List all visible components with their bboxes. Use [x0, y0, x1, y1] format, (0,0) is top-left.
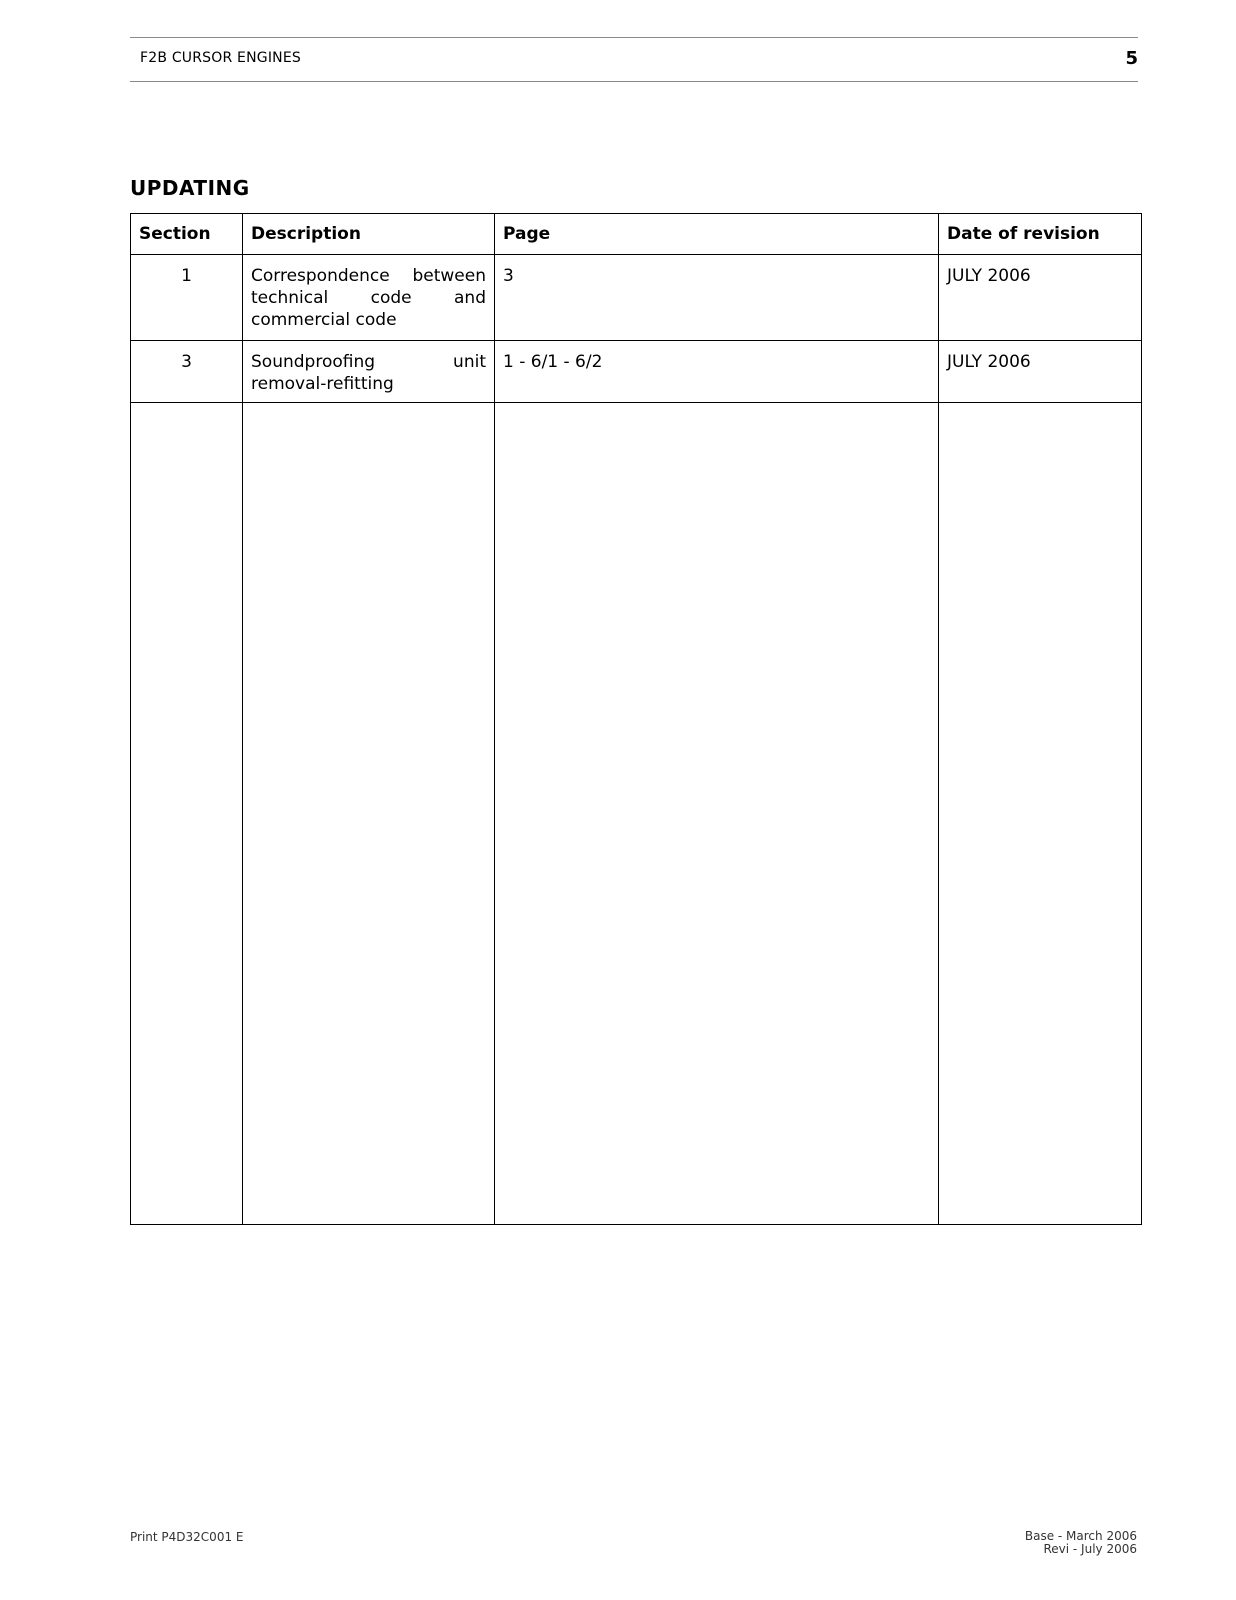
table-header-row — [131, 214, 1142, 255]
empty-cell — [131, 403, 243, 1225]
footer-revision-info — [1025, 1530, 1137, 1556]
cell-date: JULY 2006 — [939, 341, 1142, 403]
empty-cell — [939, 403, 1142, 1225]
cell-description: Soundproofing unit removal-refitting — [243, 341, 495, 403]
empty-cell — [495, 403, 939, 1225]
table-row — [131, 255, 1142, 341]
cell-section: 1 — [131, 255, 243, 341]
column-header-description: Description — [243, 214, 495, 255]
footer-print-code: Print P4D32C001 E — [130, 1530, 244, 1544]
column-header-date: Date of revision — [939, 214, 1142, 255]
table-row-empty — [131, 403, 1142, 1225]
section-heading: UPDATING — [130, 176, 250, 200]
column-header-section: Section — [131, 214, 243, 255]
cell-description: Correspondence between technical code and commercial code — [243, 255, 495, 341]
cell-date: JULY 2006 — [939, 255, 1142, 341]
footer-revi-date: Revi - July 2006 — [1043, 1542, 1137, 1556]
cell-page: 3 — [495, 255, 939, 341]
updating-table — [130, 213, 1142, 1225]
header-bottom-rule — [130, 81, 1138, 82]
running-header-title: F2B CURSOR ENGINES — [140, 50, 301, 66]
cell-section: 3 — [131, 341, 243, 403]
header-top-rule — [130, 37, 1138, 38]
footer-base-date: Base - March 2006 — [1024, 1529, 1137, 1543]
empty-cell — [243, 403, 495, 1225]
table-row — [131, 341, 1142, 403]
column-header-page: Page — [495, 214, 939, 255]
cell-page: 1 - 6/1 - 6/2 — [495, 341, 939, 403]
page-number: 5 — [1125, 48, 1138, 69]
